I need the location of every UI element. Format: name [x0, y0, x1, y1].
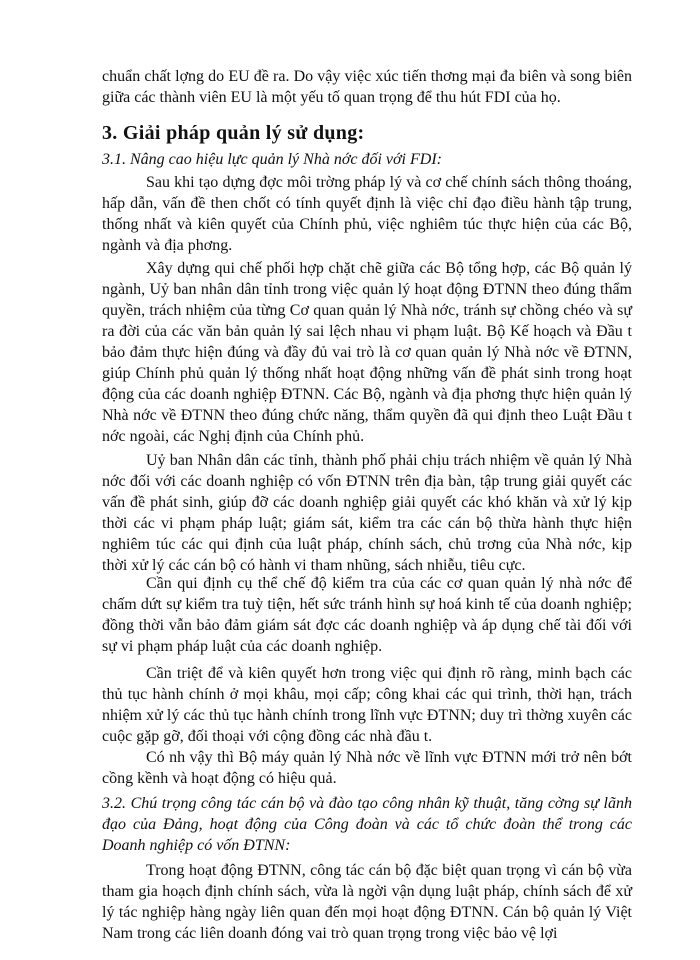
paragraph: Xây dựng qui chế phối hợp chặt chẽ giữa các Bộ tổng hợp, các Bộ quản lý ngành, Uỷ ban nhân dân tỉnh trong việc quản lý hoạt động ĐTNN theo đúng thẩm quyền, trách nhiệm của từng Cơ quan quản lý Nhà nớc, tránh sự chồng chéo và sự ra đời của các văn bản quản lý sai lệch nhau vi phạm luật. Bộ Kế hoạch và Đầu t bảo đảm thực hiện đúng và đầy đủ vai trò là cơ quan quản lý Nhà nớc về ĐTNN, giúp Chính phủ quản lý thống nhất hoạt động những vấn đề phát sinh trong hoạt động của các doanh nghiệp ĐTNN. Các Bộ, ngành và địa phơng thực hiện quản lý Nhà nớc về ĐTNN theo đúng chức năng, thẩm quyền đã qui định theo Luật Đầu t nớc ngoài, các Nghị định của Chính phủ.	[102, 260, 632, 445]
paragraph: Sau khi tạo dựng đợc môi trờng pháp lý và cơ chế chính sách thông thoáng, hấp dẫn, vấn đề then chốt có tính quyết định là việc chỉ đạo điều hành tập trung, thống nhất và kiên quyết của Chính phủ, việc nghiêm túc thực hiện của các Bộ, ngành và địa phơng.	[102, 174, 632, 254]
paragraph: Có nh vậy thì Bộ máy quản lý Nhà nớc về lĩnh vực ĐTNN mới trở nên bớt cồng kềnh và hoạt động có hiệu quả.	[102, 749, 632, 787]
subsection-heading: 3.2. Chú trọng công tác cán bộ và đào tạo công nhân kỹ thuật, tăng cờng sự lãnh đạo của Đảng, hoạt động của Công đoàn và các tổ chức đoàn thể trong các Doanh nghiệp có vốn ĐTNN:	[102, 795, 632, 854]
paragraph: Cần qui định cụ thể chế độ kiểm tra của các cơ quan quản lý nhà nớc để chấm dứt sự kiểm tra tuỳ tiện, hết sức tránh hình sự hoá kinh tế của doanh nghiệp; đồng thời vẫn bảo đảm giám sát đợc các doanh nghiệp và áp dụng chế tài đối với sự vi phạm pháp luật của các doanh nghiệp.	[102, 575, 632, 655]
paragraph: Uỷ ban Nhân dân các tỉnh, thành phố phải chịu trách nhiệm về quản lý Nhà nớc đối với các doanh nghiệp có vốn ĐTNN trên địa bàn, tập trung giải quyết các vấn đề phát sinh, giúp đỡ các doanh nghiệp giải quyết các khó khăn và xử lý kịp thời các vi phạm pháp luật; giám sát, kiểm tra các cán bộ thừa hành thực hiện nghiêm túc các qui định của luật pháp, chính sách, chủ trơng của Nhà nớc, kịp thời xử lý các cán bộ có hành vi tham nhũng, sách nhiễu, tiêu cực.	[102, 452, 632, 574]
paragraph-continuation: chuẩn chất lợng do EU đề ra. Do vậy việc xúc tiến thơng mại đa biên và song biên giữa các thành viên EU là một yếu tố quan trọng để thu hút FDI của họ.	[102, 68, 632, 106]
section-heading: 3. Giải pháp quản lý sử dụng:	[102, 122, 365, 144]
paragraph: Cần triệt để và kiên quyết hơn trong việc qui định rõ ràng, minh bạch các thủ tục hành chính ở mọi khâu, mọi cấp; công khai các qui trình, thời hạn, trách nhiệm xử lý các thủ tục hành chính trong lĩnh vực ĐTNN; duy trì thờng xuyên các cuộc gặp gỡ, đối thoại với cộng đồng các nhà đầu t.	[102, 665, 632, 745]
paragraph: Trong hoạt động ĐTNN, công tác cán bộ đặc biệt quan trọng vì cán bộ vừa tham gia hoạch định chính sách, vừa là ngời vận dụng luật pháp, chính sách để xử lý tác nghiệp hàng ngày liên quan đến mọi hoạt động ĐTNN. Cán bộ quản lý Việt Nam trong các liên doanh đóng vai trò quan trọng trong việc bảo vệ lợi	[102, 862, 632, 942]
subsection-heading: 3.1. Nâng cao hiệu lực quản lý Nhà nớc đối với FDI:	[102, 151, 442, 168]
